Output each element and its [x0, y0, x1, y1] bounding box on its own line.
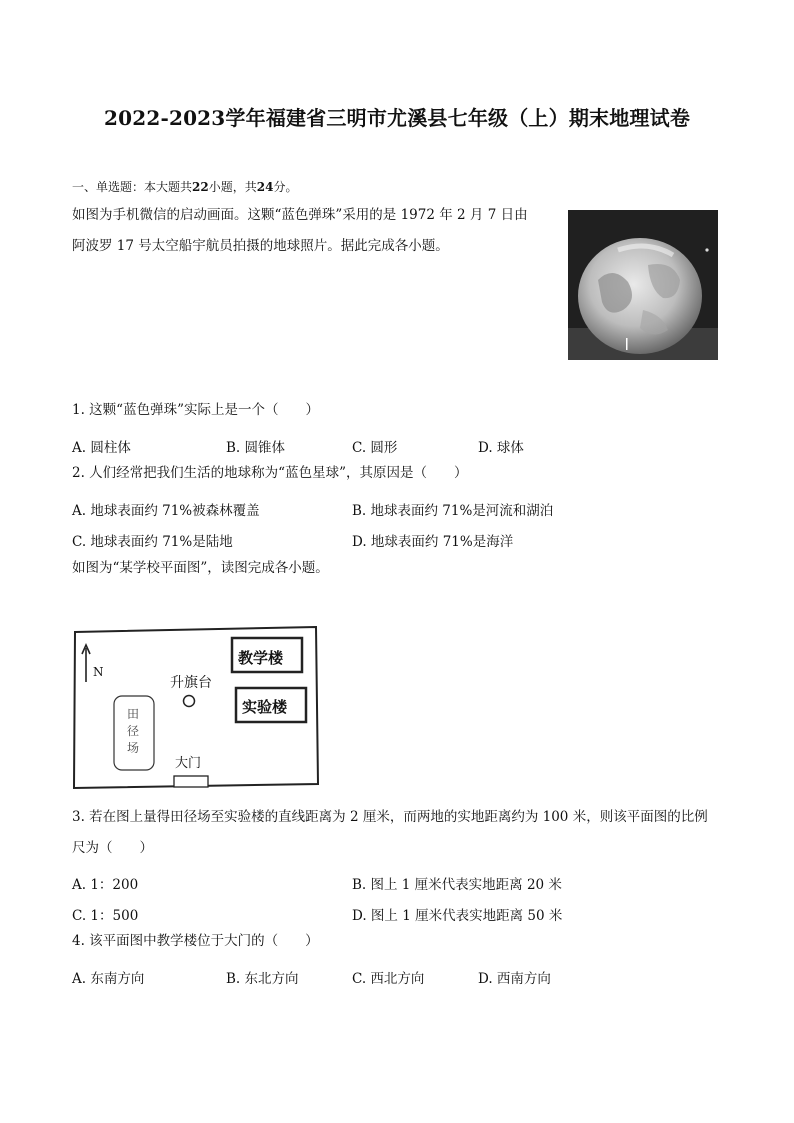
flagpole-label: 升旗台 — [170, 675, 212, 691]
q3-stem-line1: 3. 若在图上量得田径场至实验楼的直线距离为 2 厘米，而两地的实地距离约为 100 米，则该平面图的比例 — [72, 809, 708, 825]
q3-stem-line2: 尺为（ ） — [72, 840, 153, 856]
q2-option-c[interactable]: C. 地球表面约 71%是陆地 — [72, 534, 233, 550]
total-score: 24 — [256, 180, 274, 194]
q1-option-b[interactable]: B. 圆锥体 — [226, 440, 286, 456]
q3-option-a[interactable]: A. 1：200 — [72, 877, 139, 893]
intro2: 如图为“某学校平面图”，读图完成各小题。 — [72, 560, 329, 576]
q3-option-d[interactable]: D. 图上 1 厘米代表实地距离 50 米 — [352, 908, 563, 924]
q4-option-c[interactable]: C. 西北方向 — [352, 971, 425, 987]
question-count: 22 — [192, 180, 209, 194]
earth-photo — [568, 210, 718, 360]
intro1-line1: 如图为手机微信的启动画面。这颗“蓝色弹珠”采用的是 1972 年 2 月 7 日由 — [72, 207, 528, 223]
q2-option-b[interactable]: B. 地球表面约 71%是河流和湖泊 — [352, 503, 554, 519]
section-mid: 小题，共 — [208, 180, 257, 194]
gate-label: 大门 — [175, 756, 202, 771]
q4-option-b[interactable]: B. 东北方向 — [226, 971, 299, 987]
q1-option-d[interactable]: D. 球体 — [478, 440, 524, 456]
q4-option-a[interactable]: A. 东南方向 — [72, 971, 145, 987]
section-heading — [72, 178, 297, 195]
q1-option-a[interactable]: A. 圆柱体 — [72, 440, 131, 456]
section-suffix: 分。 — [273, 180, 298, 194]
q2-stem: 2. 人们经常把我们生活的地球称为“蓝色星球”，其原因是（ ） — [72, 465, 468, 481]
school-map — [72, 626, 320, 792]
lab-building-label: 实验楼 — [242, 698, 288, 716]
q1-option-c[interactable]: C. 圆形 — [352, 440, 398, 456]
q4-option-d[interactable]: D. 西南方向 — [478, 971, 551, 987]
teaching-building-label: 教学楼 — [238, 649, 284, 667]
q2-option-d[interactable]: D. 地球表面约 71%是海洋 — [352, 534, 514, 550]
track-field-label: 田径场 — [127, 707, 140, 755]
section-prefix: 一、单选题：本大题共 — [72, 180, 193, 194]
q3-option-b[interactable]: B. 图上 1 厘米代表实地距离 20 米 — [352, 877, 562, 893]
q1-stem: 1. 这颗“蓝色弹珠”实际上是一个（ ） — [72, 402, 319, 418]
q2-option-a[interactable]: A. 地球表面约 71%被森林覆盖 — [72, 503, 260, 519]
intro1-line2: 阿波罗 17 号太空船宇航员拍摄的地球照片。据此完成各小题。 — [72, 238, 449, 254]
north-label: N — [93, 665, 104, 679]
page-title: 2022-2023学年福建省三明市尤溪县七年级（上）期末地理试卷 — [103, 106, 691, 130]
q4-stem: 4. 该平面图中教学楼位于大门的（ ） — [72, 933, 319, 949]
q3-option-c[interactable]: C. 1：500 — [72, 908, 139, 924]
